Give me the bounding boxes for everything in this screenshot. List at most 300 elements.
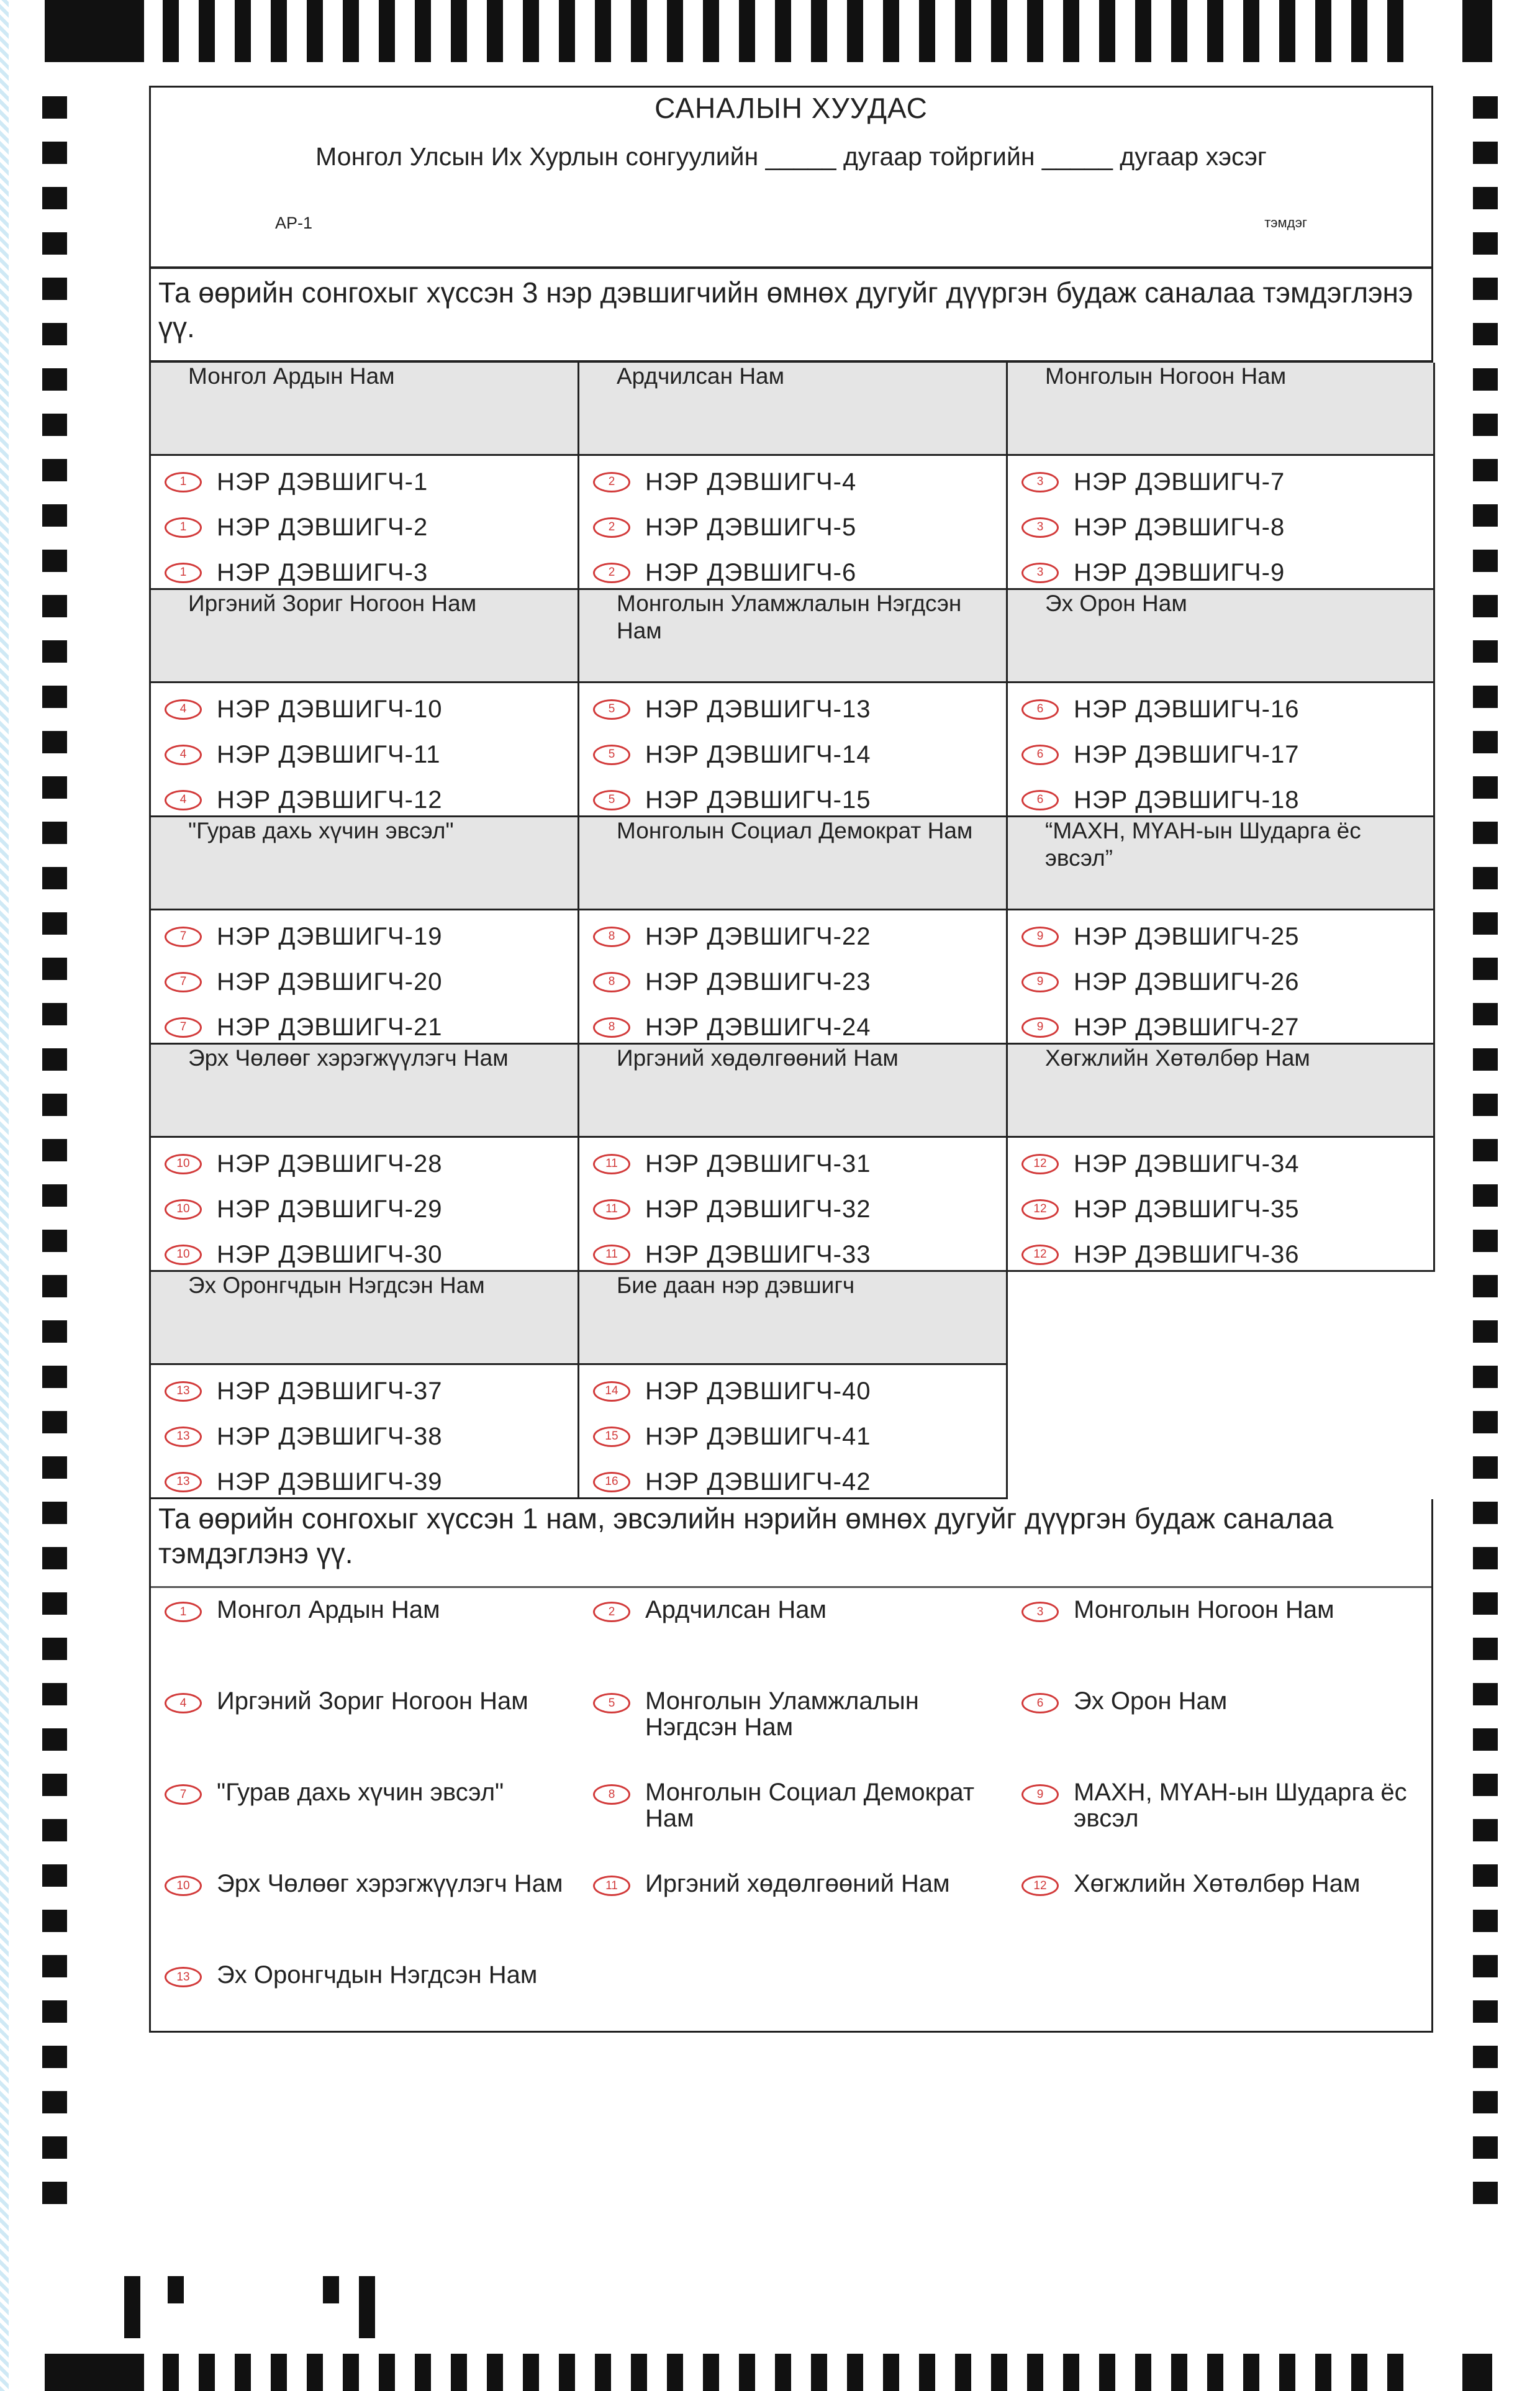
vote-oval-icon[interactable]: 3 (1021, 1602, 1059, 1622)
vote-oval-icon[interactable]: 5 (593, 745, 630, 765)
timing-mark (42, 686, 67, 708)
party-option-label: Эх Орон Нам (1074, 1687, 1228, 1715)
candidate-option[interactable] (593, 1192, 871, 1227)
candidate-name: НЭР ДЭВШИГЧ-23 (645, 968, 871, 996)
candidate-name: НЭР ДЭВШИГЧ-20 (217, 968, 443, 996)
vote-oval-icon[interactable]: 2 (593, 472, 630, 492)
timing-mark (1315, 2354, 1331, 2391)
vote-oval-icon[interactable]: 10 (165, 1876, 202, 1896)
party-name: Ардчилсан Нам (617, 363, 785, 389)
party-option[interactable] (165, 1688, 564, 1714)
candidate-name: НЭР ДЭВШИГЧ-31 (645, 1150, 871, 1177)
timing-mark (703, 0, 719, 62)
timing-mark (42, 459, 67, 481)
vote-oval-icon[interactable]: 1 (165, 517, 202, 538)
vote-oval-icon[interactable]: 5 (593, 1693, 630, 1713)
timing-mark (42, 1230, 67, 1252)
candidate-option[interactable] (165, 737, 441, 772)
candidate-option[interactable] (165, 964, 443, 999)
candidate-option[interactable] (165, 1374, 443, 1409)
party-name: "Гурав дахь хүчин эвсэл" (188, 818, 454, 843)
timing-mark (42, 1547, 67, 1569)
vote-oval-icon[interactable]: 10 (165, 1154, 202, 1174)
party-option[interactable] (165, 1779, 564, 1805)
timing-mark (1473, 1502, 1498, 1524)
timing-mark (1462, 0, 1492, 62)
party-name: “МАХН, МҮАН-ын Шударга ёс эвсэл” (1045, 818, 1361, 871)
vote-oval-icon[interactable]: 8 (593, 1784, 630, 1805)
timing-mark (42, 640, 67, 663)
timing-mark (883, 2354, 899, 2391)
timing-mark (1207, 0, 1223, 62)
timing-mark (42, 1366, 67, 1388)
party-header (579, 817, 1008, 910)
vote-oval-icon[interactable]: 1 (165, 563, 202, 583)
timing-mark (451, 0, 467, 62)
timing-mark (631, 0, 647, 62)
ballot-title: САНАЛЫН ХУУДАС (654, 92, 928, 124)
timing-mark (271, 2354, 287, 2391)
candidate-list (1008, 910, 1435, 1045)
vote-oval-icon[interactable]: 12 (1021, 1876, 1059, 1896)
timing-mark (379, 2354, 395, 2391)
party-option[interactable] (1021, 1871, 1421, 1897)
empty-cell (1008, 1272, 1435, 1499)
candidate-name: НЭР ДЭВШИГЧ-40 (645, 1377, 871, 1405)
vote-oval-icon[interactable]: 6 (1021, 745, 1059, 765)
candidate-option[interactable] (593, 737, 871, 772)
candidate-option[interactable] (1021, 1146, 1300, 1181)
candidate-list (1008, 683, 1435, 817)
candidate-list (151, 1365, 579, 1499)
party-option-label: Монголын Уламжлалын Нэгдсэн Нам (645, 1687, 919, 1741)
timing-mark (811, 2354, 827, 2391)
vote-oval-icon[interactable]: 9 (1021, 1017, 1059, 1038)
timing-mark (703, 2354, 719, 2391)
timing-mark (1473, 958, 1498, 980)
vote-oval-icon[interactable]: 7 (165, 927, 202, 947)
candidate-name: НЭР ДЭВШИГЧ-13 (645, 695, 871, 723)
party-option[interactable] (1021, 1597, 1421, 1623)
timing-mark (42, 96, 67, 119)
timing-mark (42, 232, 67, 255)
party-option-label: Монгол Ардын Нам (217, 1596, 440, 1623)
vote-oval-icon[interactable]: 1 (165, 1602, 202, 1622)
timing-mark (883, 0, 899, 62)
candidate-option[interactable] (1021, 465, 1285, 499)
party-header (1008, 1045, 1435, 1138)
timing-mark (235, 0, 251, 62)
vote-oval-icon[interactable]: 13 (165, 1967, 202, 1987)
vote-oval-icon[interactable]: 11 (593, 1876, 630, 1896)
candidate-instructions: Та өөрийн сонгохыг хүссэн 3 нэр дэвшигчийн өмнөх дугуйг дүүргэн будаж саналаа тэмдэглэнэ үү. (151, 269, 1431, 363)
candidate-name: НЭР ДЭВШИГЧ-29 (217, 1195, 443, 1223)
vote-oval-icon[interactable]: 13 (165, 1472, 202, 1492)
candidate-name: НЭР ДЭВШИГЧ-41 (645, 1422, 871, 1450)
timing-mark (1473, 459, 1498, 481)
candidate-name: НЭР ДЭВШИГЧ-16 (1074, 695, 1300, 723)
party-name: Иргэний хөдөлгөөний Нам (617, 1045, 899, 1071)
party-name: Иргэний Зориг Ногоон Нам (188, 591, 477, 616)
timing-mark (1473, 1230, 1498, 1252)
vote-oval-icon[interactable]: 7 (165, 1017, 202, 1038)
candidate-name: НЭР ДЭВШИГЧ-3 (217, 558, 428, 586)
timing-mark (1473, 1819, 1498, 1841)
vote-oval-icon[interactable]: 16 (593, 1472, 630, 1492)
vote-oval-icon[interactable]: 4 (165, 1693, 202, 1713)
timing-mark (42, 1320, 67, 1343)
candidate-name: НЭР ДЭВШИГЧ-2 (217, 513, 428, 541)
party-option-label: Иргэний Зориг Ногоон Нам (217, 1687, 528, 1715)
candidate-name: НЭР ДЭВШИГЧ-14 (645, 740, 871, 768)
timing-mark (42, 2182, 67, 2204)
timing-mark (1279, 2354, 1295, 2391)
candidate-option[interactable] (165, 1464, 443, 1499)
timing-mark (1473, 1638, 1498, 1660)
candidate-option[interactable] (593, 510, 856, 545)
timing-mark (42, 958, 67, 980)
candidate-option[interactable] (165, 555, 428, 590)
candidate-name: НЭР ДЭВШИГЧ-38 (217, 1422, 443, 1450)
ballot-header (151, 88, 1431, 269)
candidate-option[interactable] (165, 1192, 443, 1227)
timing-mark (1473, 187, 1498, 209)
vote-oval-icon[interactable]: 11 (593, 1199, 630, 1220)
party-option-label: Эрх Чөлөөг хэрэгжүүлэгч Нам (217, 1870, 563, 1897)
vote-oval-icon[interactable]: 10 (165, 1199, 202, 1220)
candidate-option[interactable] (1021, 555, 1285, 590)
candidate-option[interactable] (1021, 964, 1300, 999)
timing-mark (343, 0, 359, 62)
timing-mark (1473, 1366, 1498, 1388)
timing-mark (42, 731, 67, 753)
timing-mark (124, 2276, 140, 2338)
candidate-option[interactable] (593, 1010, 871, 1045)
party-option[interactable] (165, 1871, 564, 1897)
party-header (1008, 363, 1435, 456)
candidate-list (151, 1138, 579, 1272)
party-header (579, 1272, 1008, 1365)
party-option[interactable] (165, 1962, 564, 1988)
candidate-name: НЭР ДЭВШИГЧ-21 (217, 1013, 443, 1041)
vote-oval-icon[interactable]: 4 (165, 790, 202, 810)
candidate-option[interactable] (593, 783, 871, 817)
party-header (151, 590, 579, 683)
timing-mark (559, 0, 575, 62)
candidate-option[interactable] (593, 1237, 871, 1272)
candidate-name: НЭР ДЭВШИГЧ-33 (645, 1240, 871, 1268)
timing-mark (1473, 1774, 1498, 1796)
timing-mark (1473, 2182, 1498, 2204)
timing-mark (1473, 1910, 1498, 1932)
timing-mark (1473, 1864, 1498, 1887)
candidate-option[interactable] (593, 555, 856, 590)
timing-mark (1099, 2354, 1115, 2391)
timing-mark (1387, 2354, 1403, 2391)
timing-mark (1473, 776, 1498, 799)
timing-mark (1473, 1592, 1498, 1615)
timing-mark (991, 0, 1007, 62)
timing-mark (1243, 0, 1259, 62)
candidate-name: НЭР ДЭВШИГЧ-27 (1074, 1013, 1300, 1041)
party-option-label: Ардчилсан Нам (645, 1596, 827, 1623)
party-name: Эрх Чөлөөг хэрэгжүүлэгч Нам (188, 1045, 509, 1071)
candidate-name: НЭР ДЭВШИГЧ-25 (1074, 922, 1300, 950)
timing-mark (1027, 0, 1043, 62)
party-header (151, 1272, 579, 1365)
party-header (579, 1045, 1008, 1138)
timing-mark (168, 2276, 184, 2303)
party-header (579, 363, 1008, 456)
vote-oval-icon[interactable]: 12 (1021, 1199, 1059, 1220)
vote-oval-icon[interactable]: 7 (165, 1784, 202, 1805)
party-option-label: Монголын Социал Демократ Нам (645, 1779, 975, 1832)
candidate-option[interactable] (165, 1146, 443, 1181)
timing-mark (451, 2354, 467, 2391)
candidate-option[interactable] (593, 919, 871, 954)
candidate-name: НЭР ДЭВШИГЧ-18 (1074, 786, 1300, 814)
vote-oval-icon[interactable]: 9 (1021, 927, 1059, 947)
timing-mark (1171, 2354, 1187, 2391)
candidate-option[interactable] (593, 465, 856, 499)
vote-oval-icon[interactable]: 2 (593, 517, 630, 538)
candidate-option[interactable] (593, 1464, 871, 1499)
party-option-label: Эх Оронгчдын Нэгдсэн Нам (217, 1961, 538, 1989)
candidate-option[interactable] (593, 1146, 871, 1181)
candidate-option[interactable] (1021, 1010, 1300, 1045)
candidate-option[interactable] (165, 919, 443, 954)
vote-oval-icon[interactable]: 8 (593, 1017, 630, 1038)
party-name: Монголын Ногоон Нам (1045, 363, 1287, 389)
vote-oval-icon[interactable]: 10 (165, 1245, 202, 1265)
candidate-name: НЭР ДЭВШИГЧ-35 (1074, 1195, 1300, 1223)
party-option-label: Хөгжлийн Хөтөлбөр Нам (1074, 1870, 1361, 1897)
candidate-option[interactable] (165, 783, 443, 817)
candidate-name: НЭР ДЭВШИГЧ-15 (645, 786, 871, 814)
timing-mark (199, 0, 215, 62)
candidate-list (1008, 456, 1435, 590)
timing-mark (45, 0, 144, 62)
candidate-option[interactable] (593, 964, 871, 999)
candidate-option[interactable] (165, 1419, 443, 1454)
timing-mark (42, 776, 67, 799)
candidate-name: НЭР ДЭВШИГЧ-22 (645, 922, 871, 950)
vote-oval-icon[interactable]: 1 (165, 472, 202, 492)
timing-mark (1473, 1683, 1498, 1705)
timing-mark (1279, 0, 1295, 62)
timing-mark (1473, 1547, 1498, 1569)
vote-oval-icon[interactable]: 3 (1021, 472, 1059, 492)
candidate-option[interactable] (165, 465, 428, 499)
candidate-option[interactable] (165, 1010, 443, 1045)
timing-mark (42, 1864, 67, 1887)
timing-mark (595, 0, 611, 62)
vote-oval-icon[interactable]: 6 (1021, 790, 1059, 810)
timing-mark (163, 2354, 179, 2391)
timing-mark (42, 1456, 67, 1479)
ballot-subtitle: Монгол Улсын Их Хурлын сонгуулийн _____ дугаар тойргийн _____ дугаар хэсэг (315, 142, 1267, 171)
vote-oval-icon[interactable]: 3 (1021, 563, 1059, 583)
timing-mark (199, 2354, 215, 2391)
timing-mark (42, 368, 67, 391)
party-option[interactable] (165, 1597, 564, 1623)
candidate-option[interactable] (165, 692, 443, 727)
vote-oval-icon[interactable]: 14 (593, 1381, 630, 1402)
party-option[interactable] (1021, 1779, 1421, 1831)
timing-mark (919, 0, 935, 62)
candidate-option[interactable] (1021, 1192, 1300, 1227)
timing-mark (1473, 1003, 1498, 1025)
vote-oval-icon[interactable]: 3 (1021, 517, 1059, 538)
vote-oval-icon[interactable]: 15 (593, 1427, 630, 1447)
vote-oval-icon[interactable]: 11 (593, 1245, 630, 1265)
timing-mark (1473, 1048, 1498, 1071)
timing-mark (1207, 2354, 1223, 2391)
vote-oval-icon[interactable]: 9 (1021, 972, 1059, 992)
timing-mark (271, 0, 287, 62)
candidate-option[interactable] (593, 1419, 871, 1454)
vote-oval-icon[interactable]: 6 (1021, 699, 1059, 720)
timing-mark (42, 1910, 67, 1932)
timing-mark (1315, 0, 1331, 62)
timing-mark (42, 142, 67, 164)
timing-mark (42, 1411, 67, 1433)
party-name: Эх Орон Нам (1045, 591, 1187, 616)
party-instructions: Та өөрийн сонгохыг хүссэн 1 нам, эвсэлийн нэрийн өмнөх дугуйг дүүргэн будаж саналаа тэмдэглэнэ үү. (151, 1495, 1431, 1588)
timing-mark (1243, 2354, 1259, 2391)
timing-mark (991, 2354, 1007, 2391)
candidate-list (579, 910, 1008, 1045)
timing-mark (1473, 912, 1498, 935)
candidate-name: НЭР ДЭВШИГЧ-10 (217, 695, 443, 723)
vote-oval-icon[interactable]: 6 (1021, 1693, 1059, 1713)
party-name: Монголын Уламжлалын Нэгдсэн Нам (617, 591, 962, 643)
party-name: Монгол Ардын Нам (188, 363, 395, 389)
candidate-list (1008, 1138, 1435, 1272)
party-option[interactable] (593, 1871, 993, 1897)
timing-mark (307, 2354, 323, 2391)
candidate-option[interactable] (1021, 510, 1285, 545)
timing-mark (1473, 504, 1498, 527)
timing-mark (631, 2354, 647, 2391)
candidate-option[interactable] (165, 510, 428, 545)
timing-mark (739, 2354, 755, 2391)
timing-mark (1473, 1094, 1498, 1116)
vote-oval-icon[interactable]: 11 (593, 1154, 630, 1174)
candidate-option[interactable] (1021, 1237, 1300, 1272)
vote-oval-icon[interactable]: 2 (593, 1602, 630, 1622)
candidate-option[interactable] (1021, 737, 1300, 772)
candidate-name: НЭР ДЭВШИГЧ-9 (1074, 558, 1285, 586)
timing-mark (1171, 0, 1187, 62)
vote-oval-icon[interactable]: 9 (1021, 1784, 1059, 1805)
timing-mark (1351, 0, 1367, 62)
party-option[interactable] (593, 1779, 993, 1831)
timing-mark (955, 2354, 971, 2391)
candidate-option[interactable] (593, 692, 871, 727)
candidate-name: НЭР ДЭВШИГЧ-6 (645, 558, 857, 586)
timing-mark (42, 1955, 67, 1977)
candidate-name: НЭР ДЭВШИГЧ-39 (217, 1468, 443, 1495)
timing-mark (42, 1502, 67, 1524)
timing-mark (42, 504, 67, 527)
candidate-option[interactable] (1021, 692, 1300, 727)
candidate-name: НЭР ДЭВШИГЧ-24 (645, 1013, 871, 1041)
vote-oval-icon[interactable]: 8 (593, 927, 630, 947)
timing-mark (1473, 96, 1498, 119)
vote-oval-icon[interactable]: 5 (593, 790, 630, 810)
timing-mark (42, 1728, 67, 1751)
timing-mark (523, 0, 539, 62)
timing-mark (42, 414, 67, 436)
timing-mark (1473, 1139, 1498, 1161)
timing-mark (1473, 278, 1498, 300)
party-option[interactable] (593, 1688, 993, 1740)
candidate-name: НЭР ДЭВШИГЧ-17 (1074, 740, 1300, 768)
timing-mark (1387, 0, 1403, 62)
timing-mark (559, 2354, 575, 2391)
candidate-name: НЭР ДЭВШИГЧ-36 (1074, 1240, 1300, 1268)
vote-oval-icon[interactable]: 12 (1021, 1245, 1059, 1265)
party-option-label: МАХН, МҮАН-ын Шударга ёс эвсэл (1074, 1779, 1407, 1832)
party-name: Бие даан нэр дэвшигч (617, 1273, 855, 1298)
timing-mark (1473, 686, 1498, 708)
ballot-sheet (149, 86, 1433, 2033)
candidate-name: НЭР ДЭВШИГЧ-32 (645, 1195, 871, 1223)
candidate-grid (151, 363, 1431, 1495)
party-option[interactable] (1021, 1688, 1421, 1714)
candidate-option[interactable] (1021, 919, 1300, 954)
candidate-name: НЭР ДЭВШИГЧ-8 (1074, 513, 1285, 541)
timing-mark (1473, 731, 1498, 753)
candidate-name: НЭР ДЭВШИГЧ-4 (645, 468, 857, 496)
timing-mark (42, 1184, 67, 1207)
timing-mark (955, 0, 971, 62)
vote-oval-icon[interactable]: 8 (593, 972, 630, 992)
candidate-name: НЭР ДЭВШИГЧ-12 (217, 786, 443, 814)
party-option[interactable] (593, 1597, 993, 1623)
candidate-option[interactable] (593, 1374, 871, 1409)
timing-mark (523, 2354, 539, 2391)
party-header (1008, 817, 1435, 910)
timing-mark (415, 2354, 431, 2391)
vote-oval-icon[interactable]: 5 (593, 699, 630, 720)
vote-oval-icon[interactable]: 12 (1021, 1154, 1059, 1174)
candidate-option[interactable] (1021, 783, 1300, 817)
vote-oval-icon[interactable]: 2 (593, 563, 630, 583)
candidate-list (579, 683, 1008, 817)
candidate-option[interactable] (165, 1237, 443, 1272)
candidate-list (579, 1365, 1008, 1499)
timing-mark (1473, 1728, 1498, 1751)
timing-mark (775, 2354, 791, 2391)
timing-mark (42, 1048, 67, 1071)
timing-mark (42, 1638, 67, 1660)
candidate-name: НЭР ДЭВШИГЧ-34 (1074, 1150, 1300, 1177)
timing-mark (42, 912, 67, 935)
timing-mark (1099, 0, 1115, 62)
timing-mark (1473, 232, 1498, 255)
candidate-list (151, 683, 579, 817)
vote-oval-icon[interactable]: 4 (165, 745, 202, 765)
timing-mark (1473, 368, 1498, 391)
vote-oval-icon[interactable]: 4 (165, 699, 202, 720)
vote-oval-icon[interactable]: 13 (165, 1427, 202, 1447)
party-header (151, 1045, 579, 1138)
timing-mark (42, 187, 67, 209)
vote-oval-icon[interactable]: 7 (165, 972, 202, 992)
vote-oval-icon[interactable]: 13 (165, 1381, 202, 1402)
